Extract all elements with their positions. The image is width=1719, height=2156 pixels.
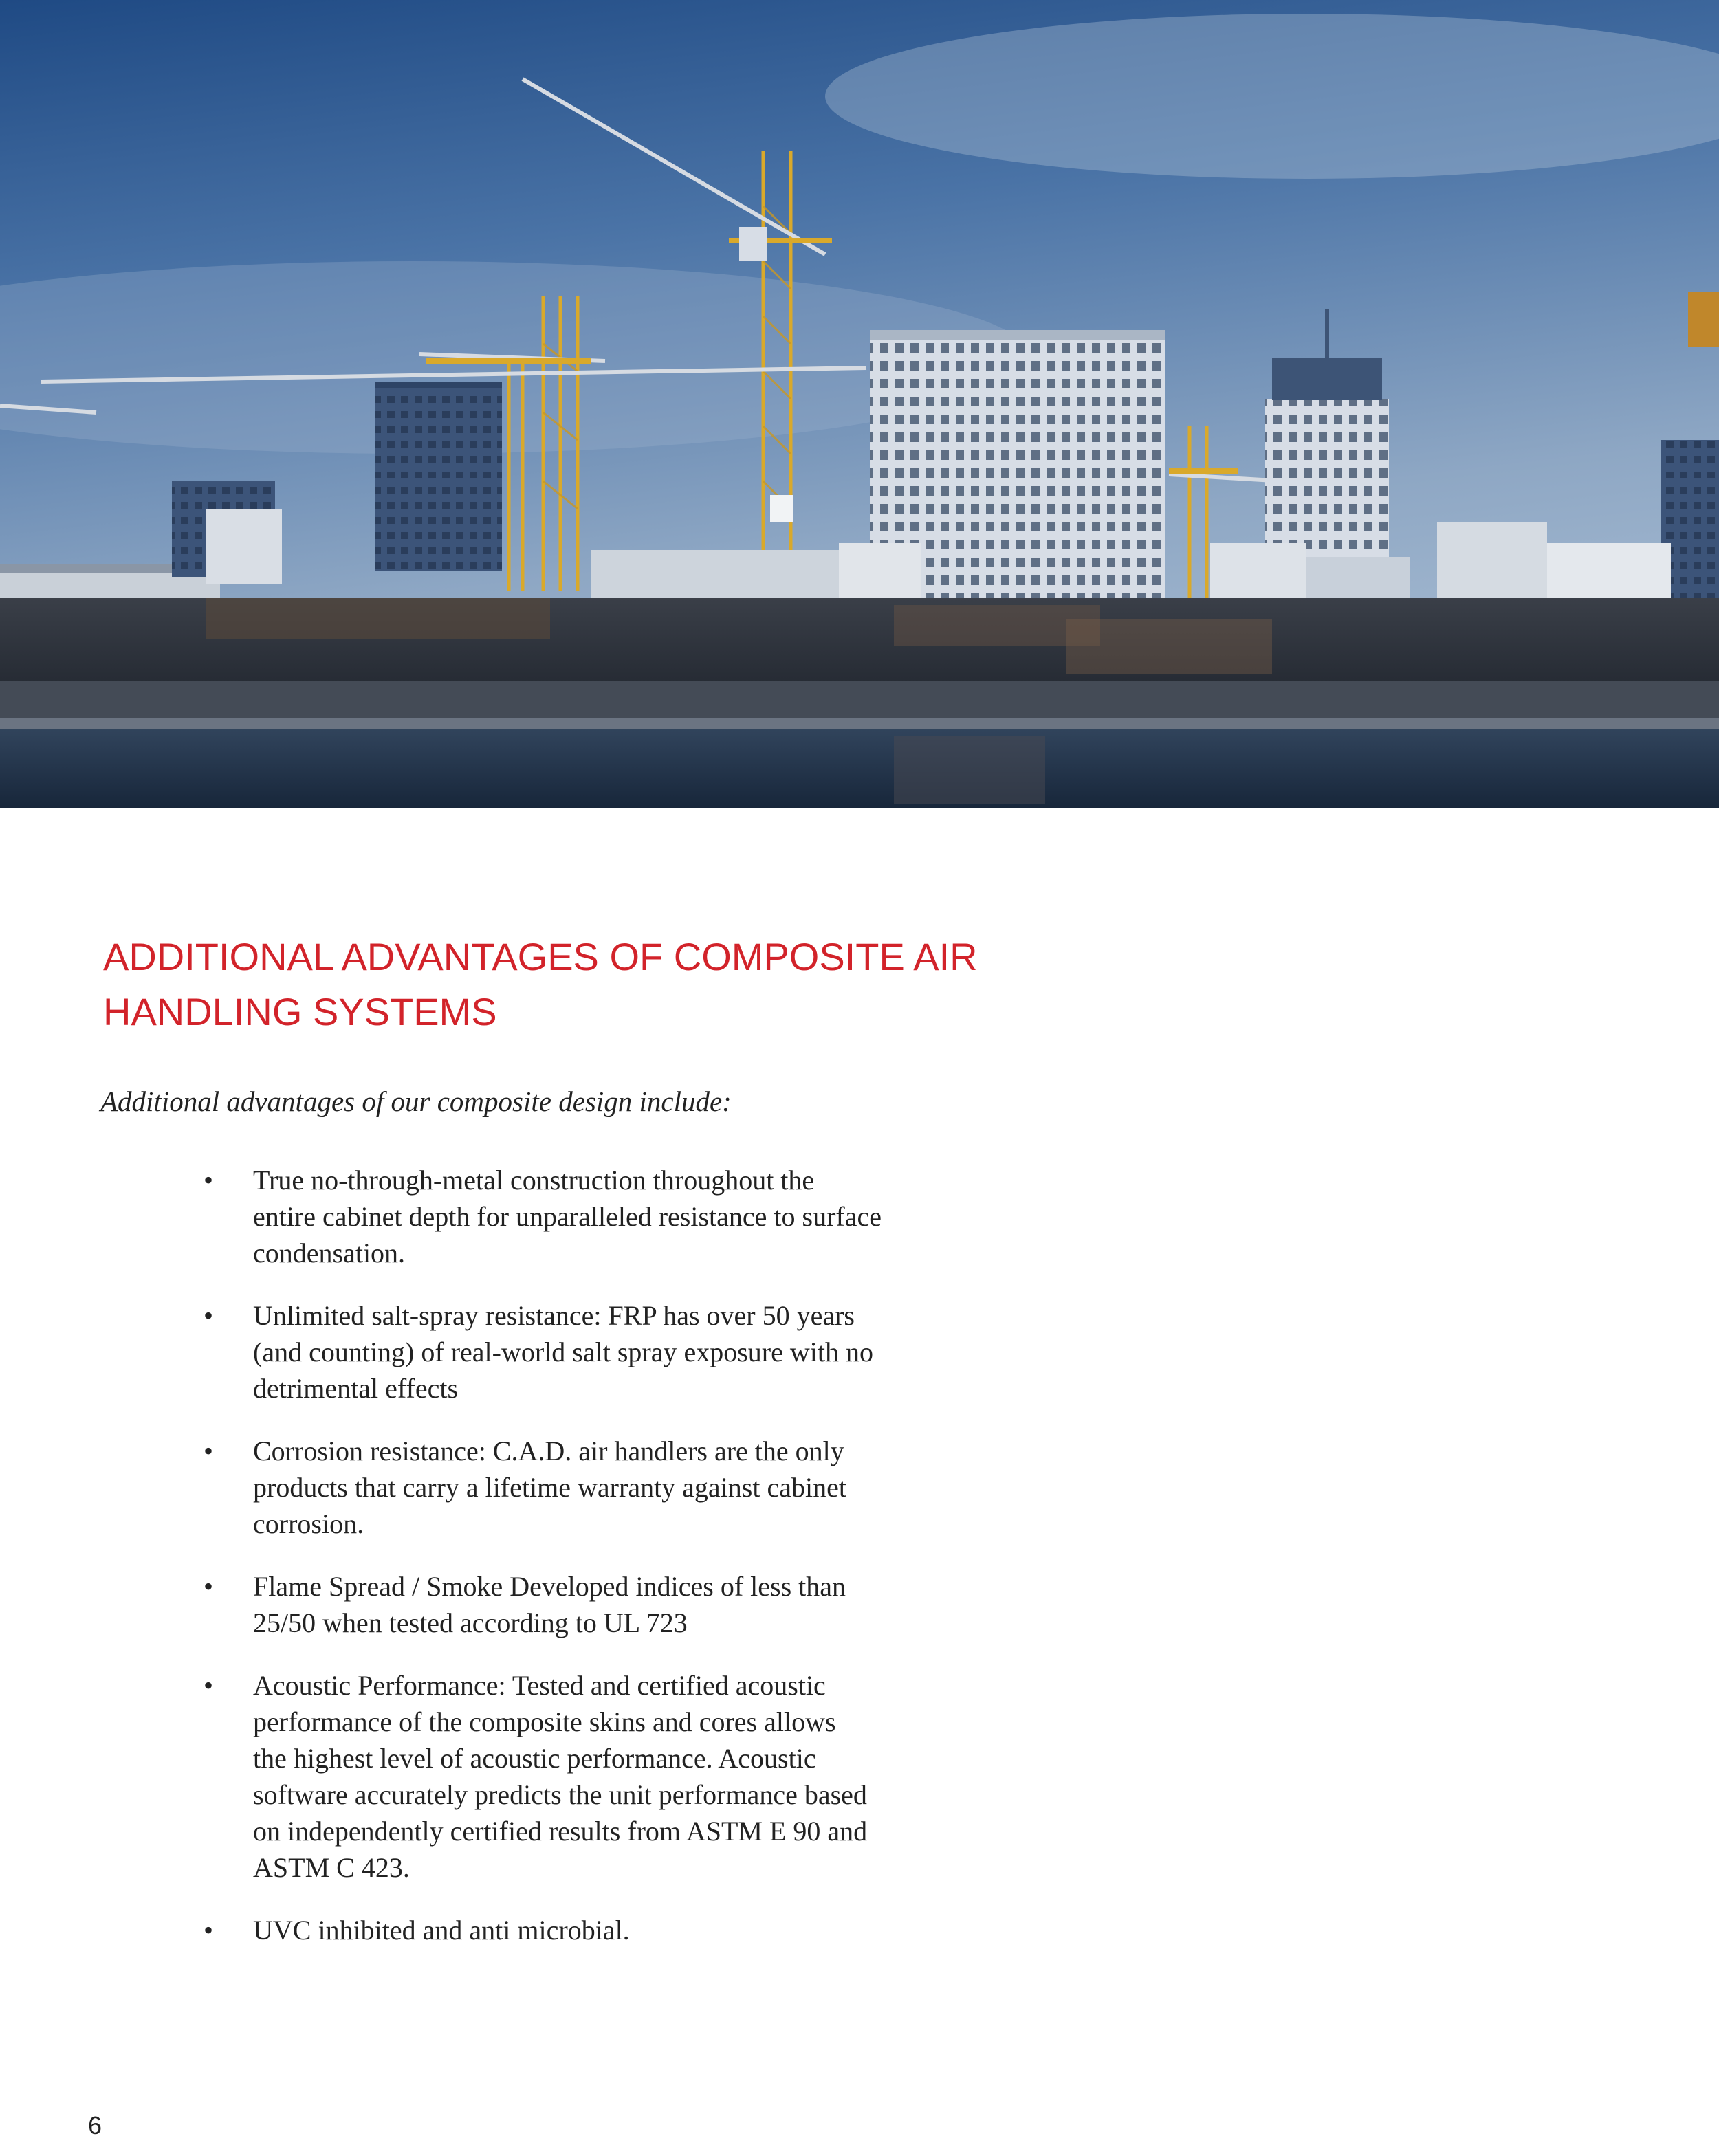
list-item [199, 1667, 1066, 1886]
list-item-text: 25/50 when tested according to UL 723 [253, 1607, 688, 1638]
section-heading-line-2: HANDLING SYSTEMS [103, 990, 497, 1033]
bullet-icon: • [204, 1436, 214, 1466]
list-item-text: performance of the composite skins and cores allows [253, 1706, 836, 1737]
list-item-text: condensation. [253, 1238, 406, 1268]
list-item-text: Acoustic Performance: Tested and certified acoustic [253, 1670, 826, 1701]
list-item-text: software accurately predicts the unit performance based [253, 1779, 867, 1810]
list-item [199, 1297, 1066, 1407]
list-item-text: the highest level of acoustic performance. Acoustic [253, 1743, 816, 1774]
construction-skyline-photo [0, 0, 1719, 808]
hero-photo [0, 0, 1719, 808]
bullet-icon: • [204, 1300, 214, 1331]
list-item-text: Unlimited salt-spray resistance: FRP has over 50 years [253, 1300, 855, 1331]
intro-text: Additional advantages of our composite design include: [100, 1086, 732, 1117]
list-item-text: Flame Spread / Smoke Developed indices of less than [253, 1571, 846, 1602]
section-heading-line-1: ADDITIONAL ADVANTAGES OF COMPOSITE AIR [103, 935, 978, 978]
page-number: 6 [88, 2111, 102, 2140]
advantages-list [199, 1162, 1066, 1974]
bullet-icon: • [204, 1670, 214, 1701]
list-item-text: on independently certified results from ASTM E 90 and [253, 1816, 868, 1847]
list-item-text: detrimental effects [253, 1373, 459, 1404]
list-item-text: Corrosion resistance: C.A.D. air handlers are the only [253, 1436, 844, 1466]
bullet-icon: • [204, 1915, 214, 1946]
bullet-icon: • [204, 1165, 214, 1196]
list-item [199, 1568, 1066, 1641]
list-item-text: ASTM C 423. [253, 1852, 410, 1883]
list-item [199, 1433, 1066, 1542]
section-heading [103, 930, 1135, 1040]
list-item-text: True no-through-metal construction throughout the [253, 1165, 815, 1196]
list-item-text: (and counting) of real-world salt spray exposure with no [253, 1336, 873, 1367]
list-item-text: UVC inhibited and anti microbial. [253, 1915, 630, 1946]
list-item-text: corrosion. [253, 1508, 364, 1539]
bullet-icon: • [204, 1571, 214, 1602]
list-item [199, 1912, 1066, 1948]
list-item-text: entire cabinet depth for unparalleled resistance to surface [253, 1201, 882, 1232]
list-item [199, 1162, 1066, 1271]
list-item-text: products that carry a lifetime warranty against cabinet [253, 1472, 846, 1503]
